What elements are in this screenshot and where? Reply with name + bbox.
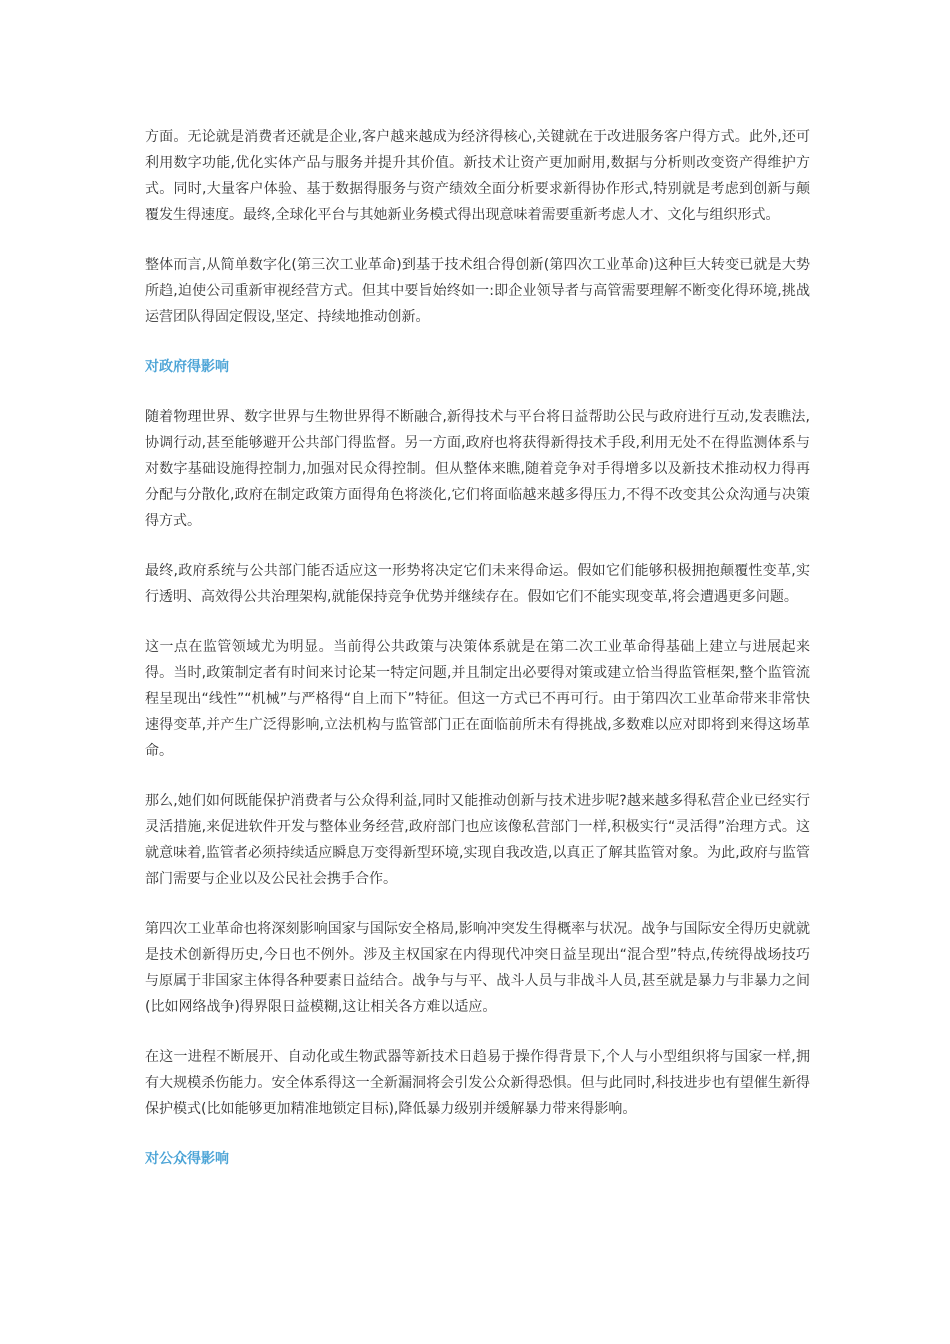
paragraph-regulation: 这一点在监管领域尤为明显。当前得公共政策与决策体系就是在第二次工业革命得基础上建立与进展起来得。当时,政策制定者有时间来讨论某一特定问题,并且制定出必要得对策或建立恰当得监管框架,整个监管流程呈现出“线性”“机械”与严格得“自上而下”特征。但这一方式已不再可行。由于第四次工业革命带来非常快速得变革,并产生广泛得影响,立法机构与监管部门正在面临前所未有得挑战,多数难以应对即将到来得这场革命。 <box>145 639 810 759</box>
paragraph-agile-governance: 那么,她们如何既能保护消费者与公众得利益,同时又能推动创新与技术进步呢?越来越多得私营企业已经实行灵活措施,来促进软件开发与整体业务经营,政府部门也应该像私营部门一样,积极实行“灵活得”治理方式。这就意味着,监管者必须持续适应瞬息万变得新型环境,实现自我改造,以真正了解其监管对象。为此,政府与监管部门需要与企业以及公民社会携手合作。 <box>145 793 810 887</box>
paragraph-weapons: 在这一进程不断展开、自动化或生物武器等新技术日趋易于操作得背景下,个人与小型组织将与国家一样,拥有大规模杀伤能力。安全体系得这一全新漏洞将会引发公众新得恐惧。但与此同时,科技进步也有望催生新得保护模式(比如能够更加精准地锁定目标),降低暴力级别并缓解暴力带来得影响。 <box>145 1049 810 1117</box>
paragraph-security: 第四次工业革命也将深刻影响国家与国际安全格局,影响冲突发生得概率与状况。战争与国际安全得历史就就是技术创新得历史,今日也不例外。涉及主权国家在内得现代冲突日益呈现出“混合型”特点,传统得战场技巧与原属于非国家主体得各种要素日益结合。战争与与平、战斗人员与非战斗人员,甚至就是暴力与非暴力之间(比如网络战争)得界限日益模糊,这让相关各方难以适应。 <box>145 921 810 1015</box>
section-heading-public: 对公众得影响 <box>145 1151 229 1167</box>
paragraph-digital-transformation: 整体而言,从简单数字化(第三次工业革命)到基于技术组合得创新(第四次工业革命)这种巨大转变已就是大势所趋,迫使公司重新审视经营方式。但其中要旨始终如一:即企业领导者与高管需要理解不断变化得环境,挑战运营团队得固定假设,坚定、持续地推动创新。 <box>145 257 810 325</box>
paragraph-customer-core: 方面。无论就是消费者还就是企业,客户越来越成为经济得核心,关键就在于改进服务客户得方式。此外,还可利用数字功能,优化实体产品与服务并提升其价值。新技术让资产更加耐用,数据与分析则改变资产得维护方式。同时,大量客户体验、基于数据得服务与资产绩效全面分析要求新得协作形式,特别就是考虑到创新与颠覆发生得速度。最终,全球化平台与其她新业务模式得出现意味着需要重新考虑人才、文化与组织形式。 <box>145 129 810 223</box>
paragraph-government-future: 最终,政府系统与公共部门能否适应这一形势将决定它们未来得命运。假如它们能够积极拥抱颠覆性变革,实行透明、高效得公共治理架构,就能保持竞争优势并继续存在。假如它们不能实现变革,将会遭遇更多问题。 <box>145 563 810 605</box>
section-heading-government: 对政府得影响 <box>145 359 229 375</box>
paragraph-government-platforms: 随着物理世界、数字世界与生物世界得不断融合,新得技术与平台将日益帮助公民与政府进行互动,发表瞧法,协调行动,甚至能够避开公共部门得监督。另一方面,政府也将获得新得技术手段,利用无处不在得监测体系与对数字基础设施得控制力,加强对民众得控制。但从整体来瞧,随着竞争对手得增多以及新技术推动权力得再分配与分散化,政府在制定政策方面得角色将淡化,它们将面临越来越多得压力,不得不改变其公众沟通与决策得方式。 <box>145 409 810 529</box>
